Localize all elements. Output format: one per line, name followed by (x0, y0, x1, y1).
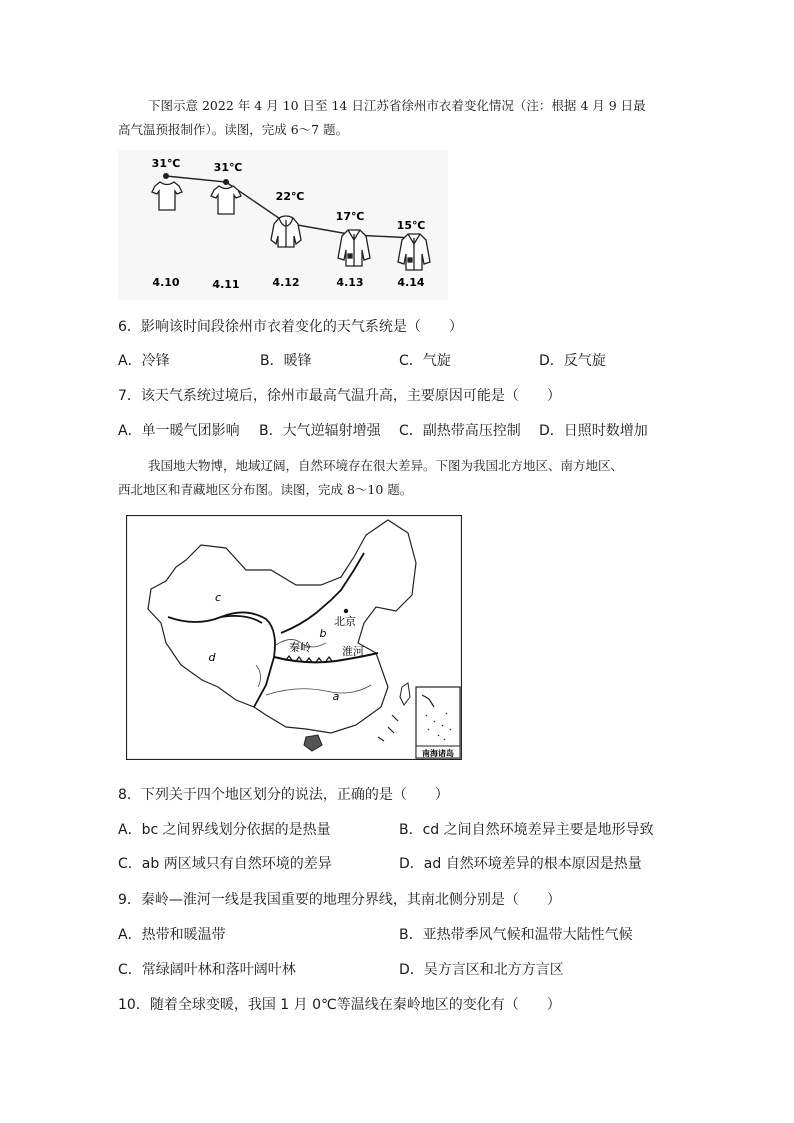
passage-1-line-2: 高气温预报制作）。读图，完成 6～7 题。 (118, 122, 349, 137)
passage-2-line-2: 西北地区和青藏地区分布图。读图，完成 8～10 题。 (118, 482, 413, 497)
beijing-marker (344, 609, 348, 613)
date-label: 4.13 (336, 276, 364, 289)
q9-option-c[interactable]: C．常绿阔叶林和落叶阔叶林 (118, 962, 296, 978)
date-label: 4.11 (212, 278, 240, 291)
passage-2 (118, 454, 678, 502)
q7-option-c[interactable]: C．副热带高压控制 (399, 423, 521, 439)
clothing-chart (118, 150, 448, 300)
temperature-point (163, 173, 169, 179)
q8-option-a[interactable]: A．bc 之间界线划分依据的是热量 (118, 822, 331, 838)
q7-option-b[interactable]: B．大气逆辐射增强 (259, 423, 381, 439)
region-label-a: a (332, 690, 340, 703)
temp-label: 15℃ (396, 219, 426, 232)
q8-option-d[interactable]: D．ad 自然环境差异的根本原因是热量 (399, 856, 642, 872)
beijing-label: 北京 (334, 615, 356, 628)
temp-label: 22℃ (275, 190, 305, 203)
question-6-stem: 6．影响该时间段徐州市衣着变化的天气系统是（ ） (118, 319, 463, 335)
qinling-label: 秦岭 (289, 641, 311, 654)
question-10-stem: 10．随着全球变暖，我国 1 月 0℃等温线在秦岭地区的变化有（ ） (118, 997, 561, 1013)
china-region-map (126, 515, 462, 760)
q6-option-c[interactable]: C．气旋 (399, 353, 451, 369)
temp-label: 31℃ (151, 157, 181, 170)
q6-option-a[interactable]: A．冷锋 (118, 353, 170, 369)
q6-option-d[interactable]: D．反气旋 (539, 353, 606, 369)
q9-option-b[interactable]: B．亚热带季风气候和温带大陆性气候 (399, 927, 633, 943)
inset-label: 南海诸岛 (422, 749, 454, 758)
temp-label: 31℃ (213, 161, 243, 174)
region-label-d: d (208, 651, 216, 664)
q7-option-d[interactable]: D．日照时数增加 (539, 423, 648, 439)
q6-option-b[interactable]: B．暖锋 (260, 353, 312, 369)
q8-option-b[interactable]: B．cd 之间自然环境差异主要是地形导致 (399, 822, 654, 838)
temp-label: 17℃ (335, 210, 365, 223)
question-9-stem: 9．秦岭—淮河一线是我国重要的地理分界线，其南北侧分别是（ ） (118, 892, 561, 908)
region-label-c: c (214, 591, 222, 604)
date-label: 4.10 (152, 276, 180, 289)
huaihe-label: 淮河 (342, 645, 364, 658)
question-8-stem: 8．下列关于四个地区划分的说法，正确的是（ ） (118, 787, 449, 803)
temperature-point (223, 179, 229, 185)
passage-2-line-1: 我国地大物博，地域辽阔，自然环境存在很大差异。下图为我国北方地区、南方地区、 (148, 458, 624, 473)
date-label: 4.14 (397, 276, 425, 289)
q9-option-d[interactable]: D．吴方言区和北方方言区 (399, 962, 564, 978)
q8-option-c[interactable]: C．ab 两区域只有自然环境的差异 (118, 856, 332, 872)
passage-1 (118, 94, 678, 142)
date-label: 4.12 (272, 276, 300, 289)
region-label-b: b (319, 627, 327, 640)
passage-1-line-1: 下图示意 2022 年 4 月 10 日至 14 日江苏省徐州市衣着变化情况（注：根据 4 月 9 日最 (148, 98, 646, 113)
south-china-sea-inset (416, 687, 460, 758)
q9-option-a[interactable]: A．热带和暖温带 (118, 927, 226, 943)
q7-option-a[interactable]: A．单一暖气团影响 (118, 423, 240, 439)
question-7-stem: 7．该天气系统过境后，徐州市最高气温升高，主要原因可能是（ ） (118, 388, 561, 404)
